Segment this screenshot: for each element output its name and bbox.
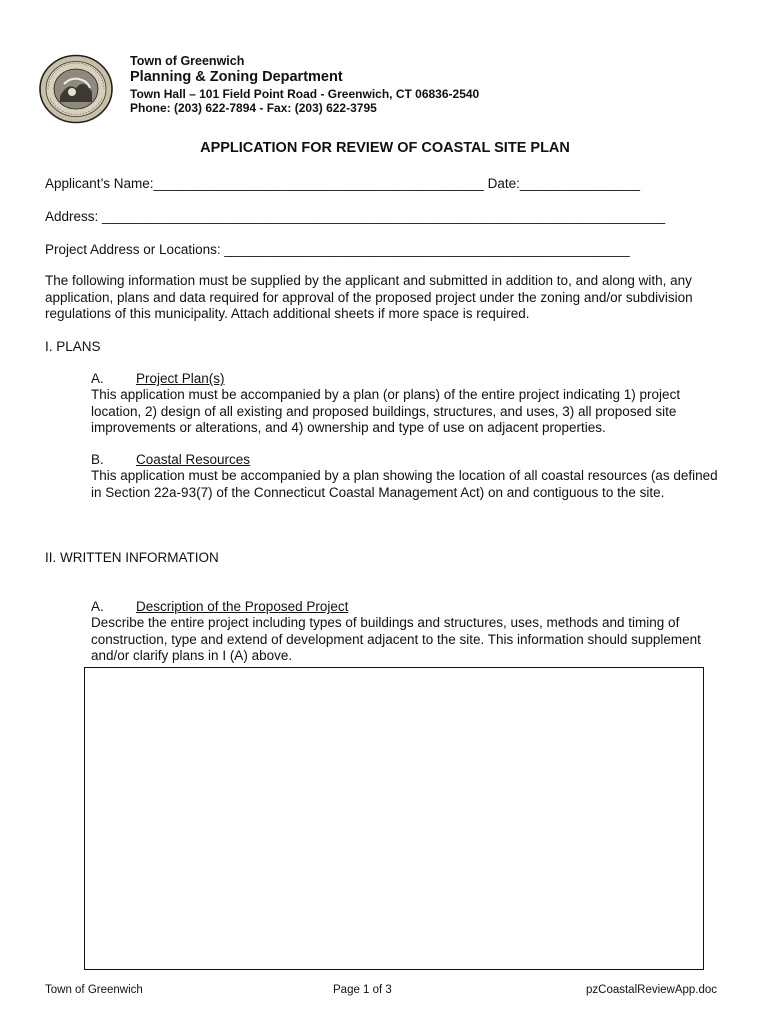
coastal-resources-body: This application must be accompanied by a plan showing the location of all coastal resources (as defined in Section 22a-93(7) of the Connecticut Coastal Management Act) on and contiguous to the site. (91, 468, 718, 500)
section-written-info-heading: II. WRITTEN INFORMATION (45, 550, 219, 565)
item-a-letter: A. (91, 371, 104, 386)
header-town: Town of Greenwich (130, 54, 245, 68)
applicant-name-field[interactable]: Applicant’s Name:____________________________________________ Date:________________ (45, 176, 641, 191)
footer-town: Town of Greenwich (45, 984, 143, 996)
section-plans-heading: I. PLANS (45, 339, 101, 354)
address-field[interactable]: Address: ___________________________________________________________________________ (45, 209, 666, 224)
form-title: APPLICATION FOR REVIEW OF COASTAL SITE PLAN (200, 140, 570, 156)
footer-filename: pzCoastalReviewApp.doc (586, 984, 718, 996)
header-phone: Phone: (203) 622-7894 - Fax: (203) 622-3795 (130, 101, 377, 115)
item-b-letter: B. (91, 452, 104, 467)
coastal-resources-title: Coastal Resources (136, 452, 251, 467)
header-address: Town Hall – 101 Field Point Road - Greenwich, CT 06836-2540 (130, 87, 480, 101)
intro-paragraph: The following information must be supplied by the applicant and submitted in addition to, and along with, any application, plans and data required for approval of the proposed project under the zoning and/or subdivision regulations of this municipality. Attach additional sheets if more space is required. (45, 273, 693, 321)
town-seal-icon (38, 54, 114, 124)
footer-page-number: Page 1 of 3 (333, 984, 392, 996)
header-department: Planning & Zoning Department (130, 69, 343, 85)
project-plans-title: Project Plan(s) (136, 371, 225, 386)
project-plans-body: This application must be accompanied by a plan (or plans) of the entire project indicating 1) project location, 2) design of all existing and proposed buildings, structures, and uses, 3) all proposed site improvements or alterations, and 4) ownership and type of use on adjacent properties. (91, 387, 681, 435)
project-description-body: Describe the entire project including types of buildings and structures, uses, methods and timing of construction, type and extend of development adjacent to the site. This information should supplement and/or clarify plans in I (A) above. (91, 615, 701, 663)
project-description-title: Description of the Proposed Project (136, 599, 349, 614)
project-address-field[interactable]: Project Address or Locations: ______________________________________________________ (45, 242, 630, 257)
project-description-textbox[interactable] (84, 667, 704, 970)
item-2a-letter: A. (91, 599, 104, 614)
